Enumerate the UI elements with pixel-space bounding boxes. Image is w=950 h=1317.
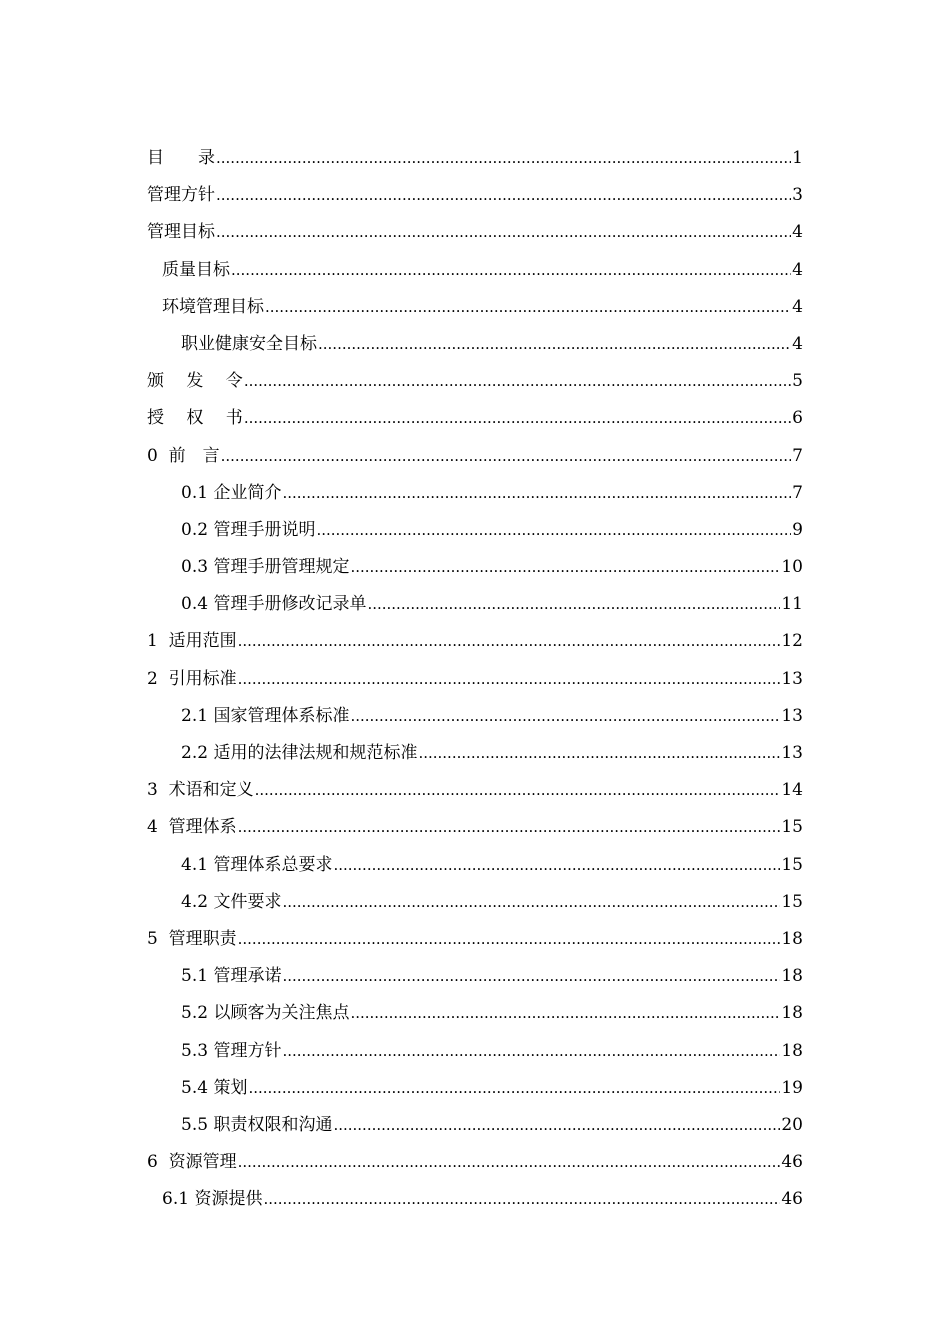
toc-entry-page: 12 xyxy=(781,631,803,652)
toc-entry[interactable] xyxy=(147,475,803,512)
toc-leader-dots xyxy=(244,400,791,437)
toc-entry-title: 职业健康安全目标 xyxy=(181,333,317,354)
toc-leader-dots xyxy=(418,735,780,772)
toc-entry-title: 4.1 管理体系总要求 xyxy=(181,854,333,875)
toc-entry[interactable] xyxy=(147,1181,803,1218)
toc-leader-dots xyxy=(216,214,791,251)
toc-entry-title: 环境管理目标 xyxy=(162,296,264,317)
toc-entry-title: 2 引用标准 xyxy=(147,668,237,689)
toc-leader-dots xyxy=(263,1181,780,1218)
toc-entry-title: 5 管理职责 xyxy=(147,928,237,949)
toc-leader-dots xyxy=(238,809,781,846)
toc-entry-page: 5 xyxy=(792,371,803,392)
toc-leader-dots xyxy=(221,438,792,475)
toc-entry-page: 13 xyxy=(781,705,803,726)
toc-leader-dots xyxy=(333,847,780,884)
toc-entry-title: 0.1 企业简介 xyxy=(181,482,282,503)
toc-leader-dots xyxy=(265,289,791,326)
toc-entry[interactable] xyxy=(147,214,803,251)
toc-entry-page: 13 xyxy=(781,743,803,763)
toc-entry-title: 3 术语和定义 xyxy=(147,780,254,801)
toc-entry[interactable] xyxy=(147,884,803,921)
toc-leader-dots xyxy=(244,363,791,400)
toc-entry-title: 4.2 文件要求 xyxy=(181,891,282,912)
toc-entry-title: 目 录 xyxy=(147,148,215,168)
toc-leader-dots xyxy=(282,958,780,995)
toc-leader-dots xyxy=(350,698,780,735)
toc-entry-page: 10 xyxy=(781,557,803,578)
toc-leader-dots xyxy=(350,549,780,586)
toc-entry-page: 15 xyxy=(781,891,803,912)
toc-entry[interactable] xyxy=(147,735,803,772)
toc-entry-page: 18 xyxy=(781,1040,803,1061)
toc-entry-page: 7 xyxy=(792,482,803,503)
toc-entry-title: 6.1 资源提供 xyxy=(162,1189,263,1210)
toc-entry-title: 0.4 管理手册修改记录单 xyxy=(181,594,367,615)
toc-entry[interactable] xyxy=(147,512,803,549)
toc-entry-page: 4 xyxy=(792,333,803,354)
toc-leader-dots xyxy=(318,326,791,363)
toc-leader-dots xyxy=(350,995,780,1032)
toc-leader-dots xyxy=(248,1070,780,1107)
toc-leader-dots xyxy=(333,1107,780,1144)
toc-entry[interactable] xyxy=(147,140,803,177)
toc-entry[interactable] xyxy=(147,1033,803,1070)
toc-leader-dots xyxy=(216,177,791,214)
toc-entry[interactable] xyxy=(147,1144,803,1181)
toc-entry-page: 11 xyxy=(781,594,803,615)
toc-entry-title: 5.2 以顾客为关注焦点 xyxy=(181,1003,350,1024)
toc-entry-title: 0.2 管理手册说明 xyxy=(181,519,316,540)
toc-entry[interactable] xyxy=(147,586,803,623)
toc-entry-title: 管理目标 xyxy=(147,222,215,243)
toc-entry-title: 管理方针 xyxy=(147,185,215,206)
toc-entry[interactable] xyxy=(147,809,803,846)
toc-entry-page: 14 xyxy=(781,780,803,801)
toc-leader-dots xyxy=(238,1144,781,1181)
toc-entry-page: 13 xyxy=(781,668,803,689)
toc-entry[interactable] xyxy=(147,847,803,884)
toc-entry-page: 18 xyxy=(781,1003,803,1024)
toc-entry[interactable] xyxy=(147,661,803,698)
toc-entry-page: 15 xyxy=(781,817,803,838)
toc-leader-dots xyxy=(255,772,781,809)
toc-entry-title: 2.2 适用的法律法规和规范标准 xyxy=(181,743,418,763)
toc-entry[interactable] xyxy=(147,1070,803,1107)
toc-entry-page: 20 xyxy=(781,1114,803,1135)
toc-entry-title: 颁 发 令 xyxy=(147,371,243,392)
toc-entry[interactable] xyxy=(147,772,803,809)
toc-entry-page: 4 xyxy=(792,222,803,243)
toc-entry-title: 1 适用范围 xyxy=(147,631,237,652)
toc-entry-title: 5.1 管理承诺 xyxy=(181,966,282,987)
toc-leader-dots xyxy=(282,1033,780,1070)
toc-entry-page: 18 xyxy=(781,928,803,949)
toc-leader-dots xyxy=(216,140,791,177)
toc-entry-page: 6 xyxy=(792,408,803,429)
toc-entry-page: 7 xyxy=(792,445,803,466)
toc-leader-dots xyxy=(238,661,781,698)
toc-entry-page: 18 xyxy=(781,966,803,987)
toc-entry-page: 9 xyxy=(792,519,803,540)
toc-entry[interactable] xyxy=(147,400,803,437)
toc-entry-title: 0.3 管理手册管理规定 xyxy=(181,557,350,578)
toc-entry[interactable] xyxy=(147,326,803,363)
table-of-contents xyxy=(147,140,803,1218)
toc-leader-dots xyxy=(282,475,791,512)
toc-entry-page: 46 xyxy=(781,1189,803,1210)
toc-entry[interactable] xyxy=(147,1107,803,1144)
toc-entry-page: 15 xyxy=(781,854,803,875)
toc-entry-page: 1 xyxy=(792,148,803,168)
toc-entry-title: 质量目标 xyxy=(162,259,230,280)
toc-leader-dots xyxy=(238,623,781,660)
toc-entry-page: 4 xyxy=(792,296,803,317)
toc-entry[interactable] xyxy=(147,958,803,995)
toc-entry[interactable] xyxy=(147,363,803,400)
toc-entry-title: 授 权 书 xyxy=(147,408,243,429)
toc-leader-dots xyxy=(282,884,780,921)
toc-entry-page: 4 xyxy=(792,259,803,280)
toc-entry[interactable] xyxy=(147,698,803,735)
toc-entry-title: 0 前 言 xyxy=(147,445,220,466)
toc-leader-dots xyxy=(231,252,791,289)
toc-entry[interactable] xyxy=(147,549,803,586)
toc-entry-page: 19 xyxy=(781,1077,803,1098)
toc-entry[interactable] xyxy=(147,177,803,214)
toc-entry[interactable] xyxy=(147,252,803,289)
toc-leader-dots xyxy=(367,586,780,623)
toc-entry-title: 5.4 策划 xyxy=(181,1077,248,1098)
toc-entry[interactable] xyxy=(147,921,803,958)
toc-leader-dots xyxy=(316,512,791,549)
toc-entry-title: 5.3 管理方针 xyxy=(181,1040,282,1061)
toc-entry[interactable] xyxy=(147,623,803,660)
toc-entry-page: 3 xyxy=(792,185,803,206)
toc-entry-title: 6 资源管理 xyxy=(147,1152,237,1173)
toc-entry-title: 4 管理体系 xyxy=(147,817,237,838)
toc-entry[interactable] xyxy=(147,995,803,1032)
toc-entry-title: 2.1 国家管理体系标准 xyxy=(181,705,350,726)
toc-leader-dots xyxy=(238,921,781,958)
toc-entry-page: 46 xyxy=(781,1152,803,1173)
toc-entry-title: 5.5 职责权限和沟通 xyxy=(181,1114,333,1135)
toc-entry[interactable] xyxy=(147,438,803,475)
toc-entry[interactable] xyxy=(147,289,803,326)
